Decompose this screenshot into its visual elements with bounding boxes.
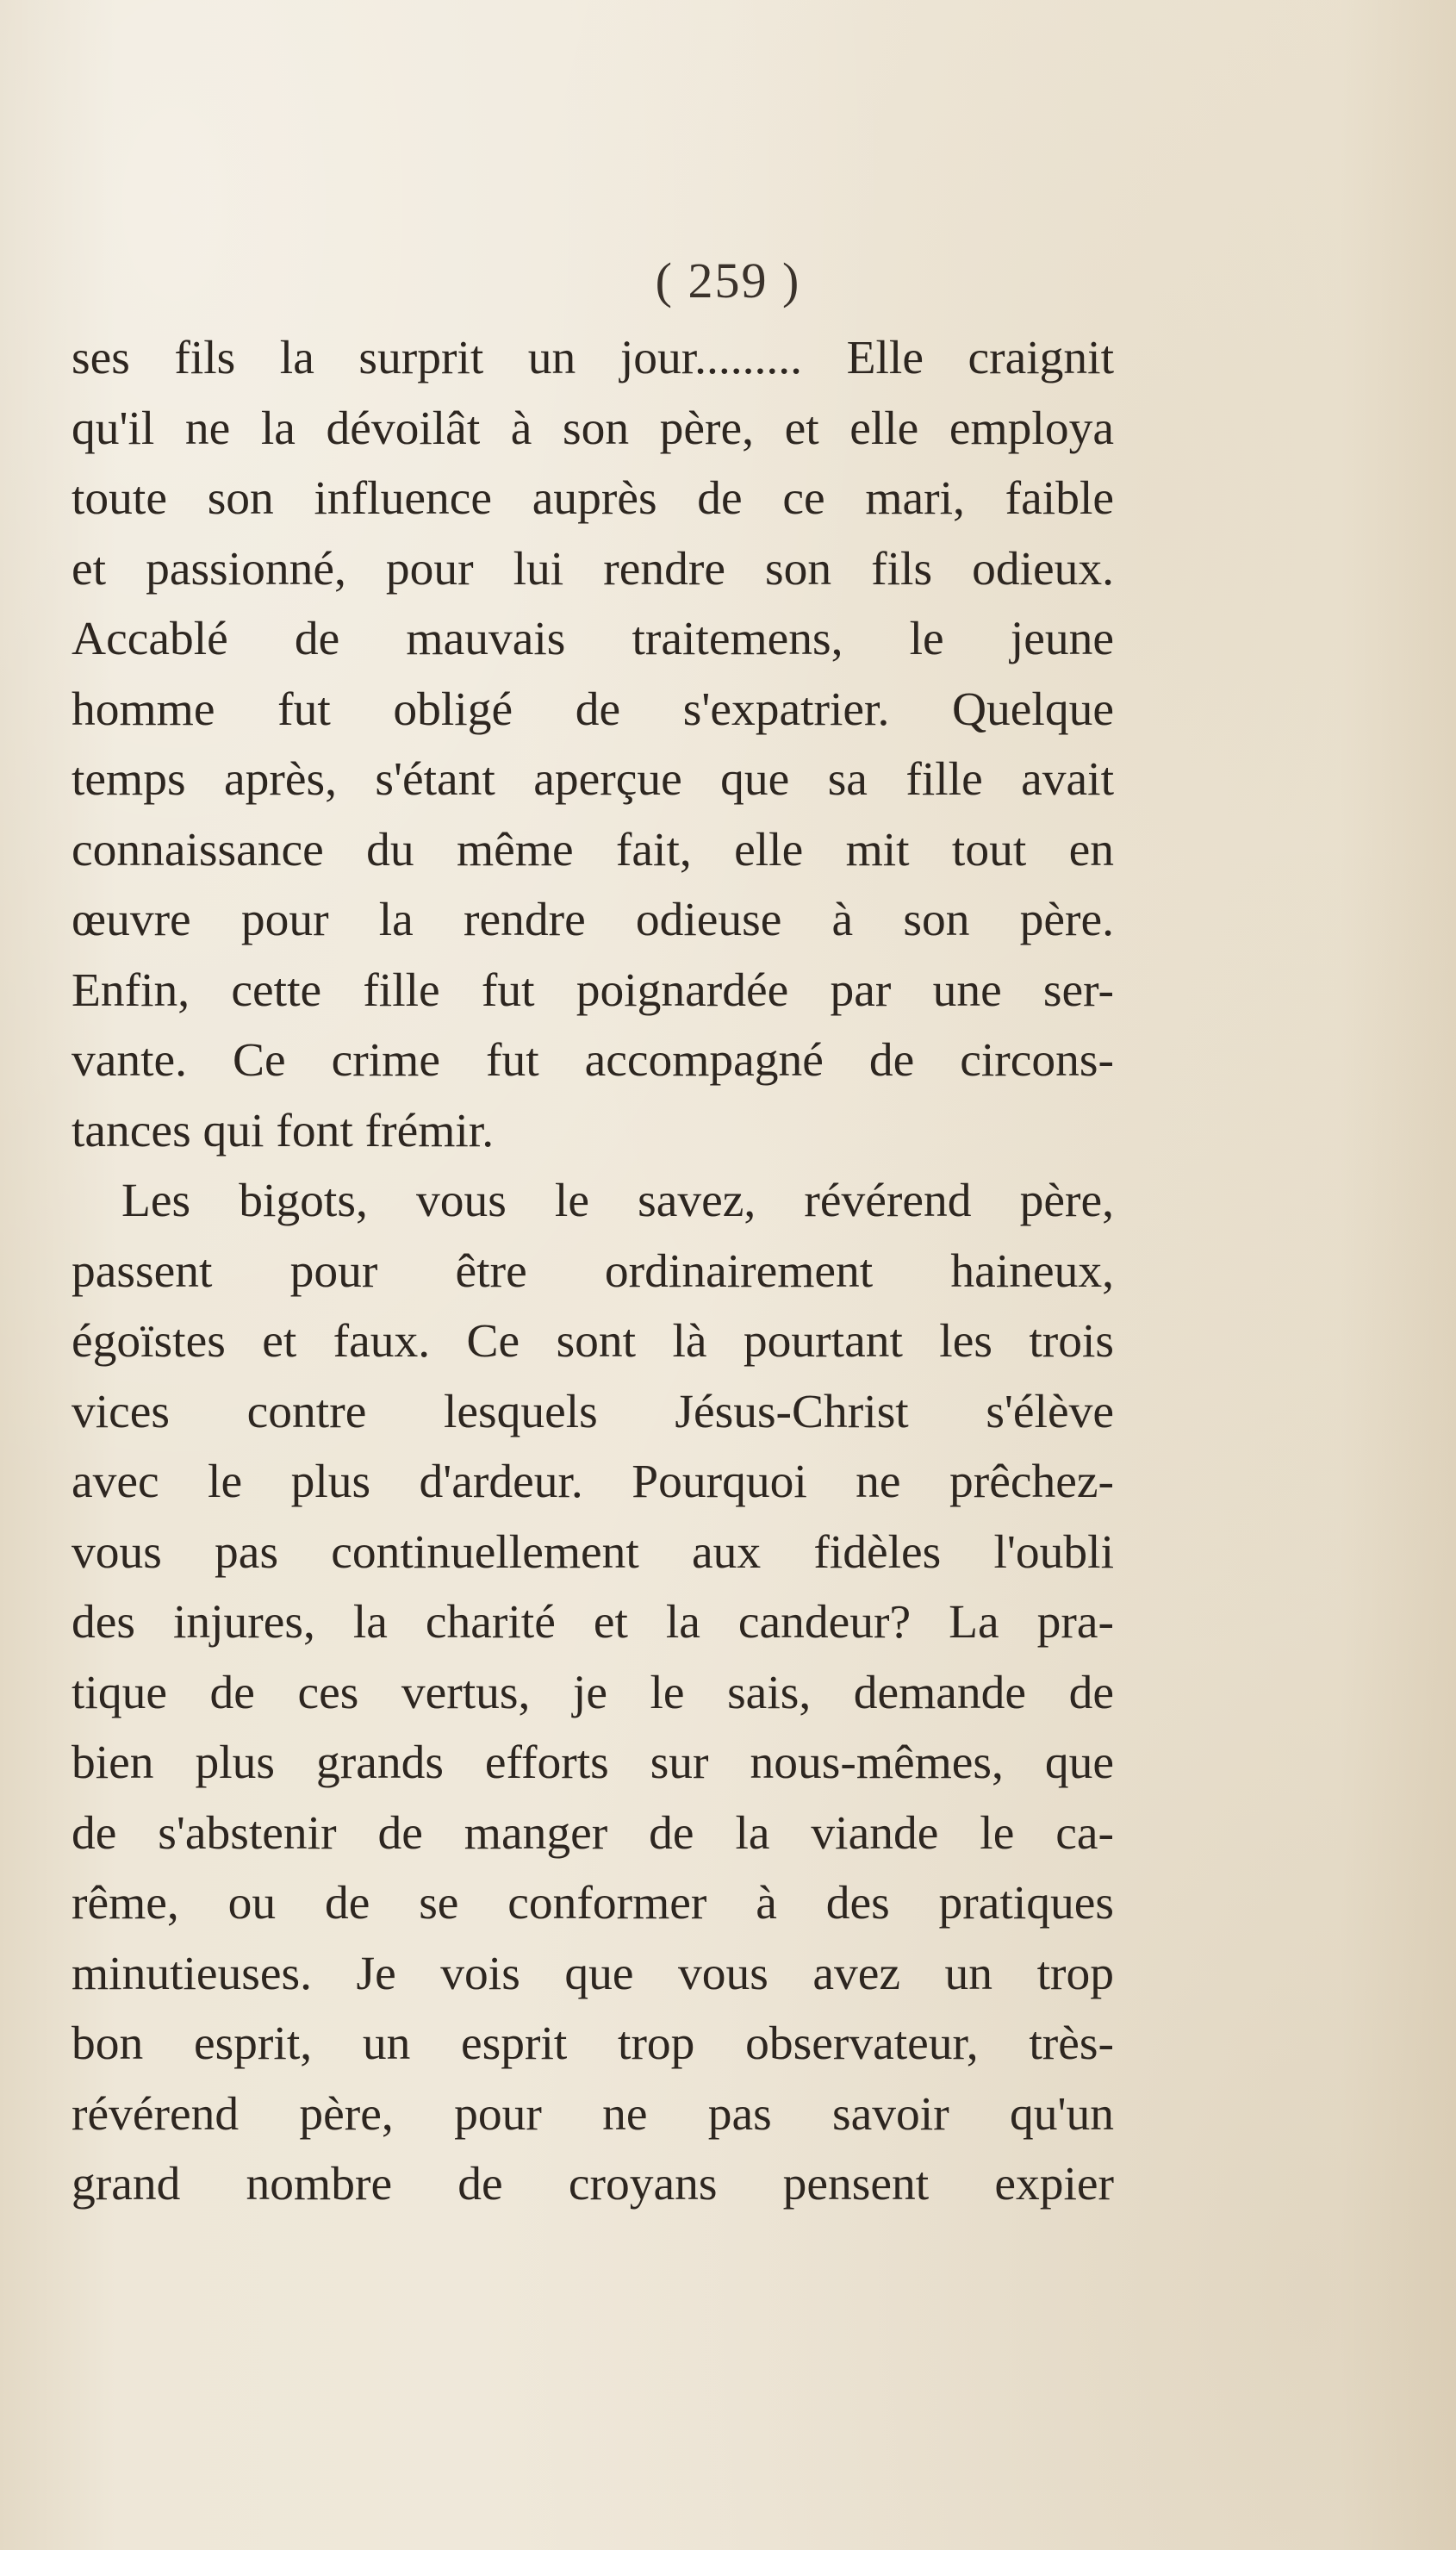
text-line: rême, ou de se conformer à des pratiques xyxy=(72,1877,1114,1930)
text-line: grand nombre de croyans pensent expier xyxy=(72,2158,1114,2210)
text-line: minutieuses. Je vois que vous avez un trop xyxy=(72,1947,1114,2000)
text-line: vices contre lesquels Jésus-Christ s'élève xyxy=(72,1385,1114,1438)
text-line: et passionné, pour lui rendre son fils odieux. xyxy=(72,542,1114,595)
text-line: toute son influence auprès de ce mari, faible xyxy=(72,472,1114,525)
text-line: Accablé de mauvais traitemens, le jeune xyxy=(72,613,1114,665)
text-line: temps après, s'étant aperçue que sa fille avait xyxy=(72,753,1114,806)
text-line: passent pour être ordinairement haineux, xyxy=(72,1244,1114,1298)
text-line: ses fils la surprit un jour......... Elle craignit xyxy=(72,332,1114,384)
text-line: vante. Ce crime fut accompagné de circons- xyxy=(72,1034,1114,1087)
text-line: connaissance du même fait, elle mit tout en xyxy=(72,823,1114,876)
text-line: œuvre pour la rendre odieuse à son père. xyxy=(72,894,1114,946)
text-line: révérend père, pour ne pas savoir qu'un xyxy=(72,2087,1114,2141)
text-line: égoïstes et faux. Ce sont là pourtant les trois xyxy=(72,1315,1114,1368)
text-line: des injures, la charité et la candeur? La pra- xyxy=(72,1596,1114,1649)
text-line: tique de ces vertus, je le sais, demande de xyxy=(72,1666,1114,1719)
page-number: ( 259 ) xyxy=(655,253,801,309)
text-line: bon esprit, un esprit trop observateur, très- xyxy=(72,2017,1114,2070)
text-line: de s'abstenir de manger de la viande le ca- xyxy=(72,1806,1114,1860)
text-line: avec le plus d'ardeur. Pourquoi ne prêchez- xyxy=(72,1456,1114,1508)
text-line: bien plus grands efforts sur nous-mêmes, que xyxy=(72,1736,1114,1789)
text-line: qu'il ne la dévoilât à son père, et elle employa xyxy=(72,402,1114,455)
text-line: Les bigots, vous le savez, révérend père, xyxy=(121,1175,1114,1227)
text-line: tances qui font frémir. xyxy=(72,1104,495,1157)
text-line: Enfin, cette fille fut poignardée par une ser- xyxy=(72,963,1114,1017)
text-line: vous pas continuellement aux fidèles l'oubli xyxy=(72,1525,1114,1579)
body-text xyxy=(72,323,1114,2220)
text-line: homme fut obligé de s'expatrier. Quelque xyxy=(72,683,1114,736)
